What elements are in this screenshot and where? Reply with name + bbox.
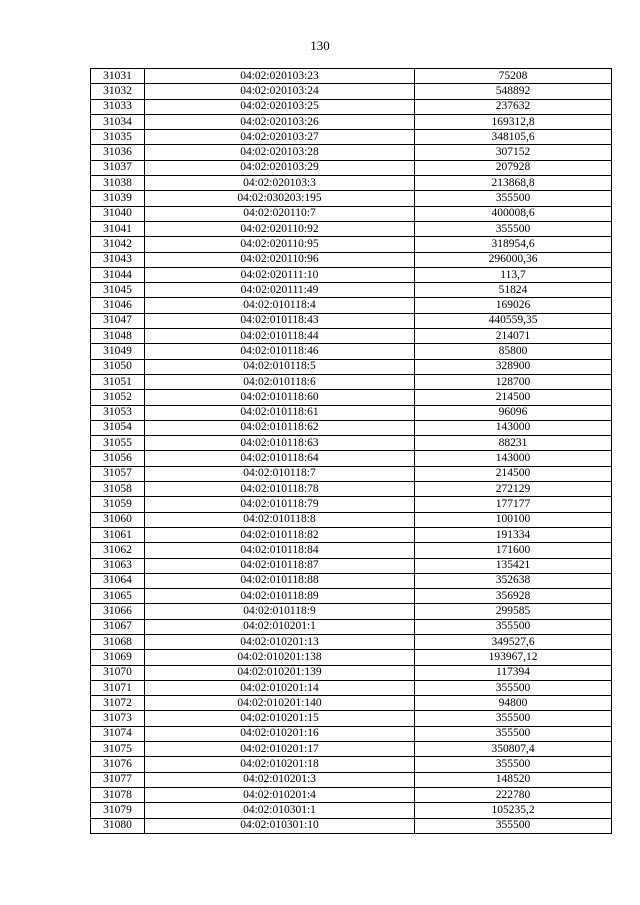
cadastral-number-cell: 04:02:020103:28 — [145, 145, 415, 160]
row-number-cell: 31062 — [91, 543, 145, 558]
row-number-cell: 31049 — [91, 344, 145, 359]
row-number-cell: 31044 — [91, 267, 145, 282]
table-row — [91, 267, 612, 282]
value-cell: 135421 — [415, 558, 612, 573]
row-number-cell: 31036 — [91, 145, 145, 160]
page-number: 130 — [310, 38, 330, 53]
row-number-cell: 31071 — [91, 680, 145, 695]
cadastral-number-cell: 04:02:010118:43 — [145, 313, 415, 328]
value-cell: 355500 — [415, 818, 612, 833]
cadastral-number-cell: 04:02:010118:7 — [145, 466, 415, 481]
value-cell: 272129 — [415, 482, 612, 497]
cadastral-number-cell: 04:02:010118:63 — [145, 436, 415, 451]
table-row — [91, 313, 612, 328]
cadastral-number-cell: 04:02:020103:24 — [145, 84, 415, 99]
cadastral-number-cell: 04:02:010118:61 — [145, 405, 415, 420]
row-number-cell: 31040 — [91, 206, 145, 221]
table-row — [91, 803, 612, 818]
table-row — [91, 573, 612, 588]
value-cell: 349527,6 — [415, 634, 612, 649]
cadastral-number-cell: 04:02:010201:1 — [145, 619, 415, 634]
row-number-cell: 31035 — [91, 130, 145, 145]
table-row — [91, 298, 612, 313]
table-row — [91, 757, 612, 772]
row-number-cell: 31055 — [91, 436, 145, 451]
table-row — [91, 497, 612, 512]
row-number-cell: 31077 — [91, 772, 145, 787]
table-row — [91, 436, 612, 451]
value-cell: 318954,6 — [415, 237, 612, 252]
value-cell: 355500 — [415, 221, 612, 236]
row-number-cell: 31056 — [91, 451, 145, 466]
table-row — [91, 527, 612, 542]
table-row — [91, 283, 612, 298]
cadastral-number-cell: 04:02:010201:17 — [145, 742, 415, 757]
table-row — [91, 374, 612, 389]
table-row — [91, 176, 612, 191]
row-number-cell: 31080 — [91, 818, 145, 833]
value-cell: 214500 — [415, 466, 612, 481]
cadastral-number-cell: 04:02:010201:4 — [145, 787, 415, 802]
value-cell: 356928 — [415, 589, 612, 604]
row-number-cell: 31031 — [91, 69, 145, 84]
row-number-cell: 31041 — [91, 221, 145, 236]
table-row — [91, 680, 612, 695]
row-number-cell: 31078 — [91, 787, 145, 802]
cadastral-number-cell: 04:02:010118:88 — [145, 573, 415, 588]
value-cell: 75208 — [415, 69, 612, 84]
value-cell: 113,7 — [415, 267, 612, 282]
value-cell: 355500 — [415, 619, 612, 634]
value-cell: 440559,35 — [415, 313, 612, 328]
row-number-cell: 31063 — [91, 558, 145, 573]
row-number-cell: 31048 — [91, 329, 145, 344]
table-row — [91, 329, 612, 344]
row-number-cell: 31043 — [91, 252, 145, 267]
value-cell: 94800 — [415, 696, 612, 711]
row-number-cell: 31060 — [91, 512, 145, 527]
value-cell: 128700 — [415, 374, 612, 389]
table-row — [91, 420, 612, 435]
table-row — [91, 160, 612, 175]
value-cell: 143000 — [415, 420, 612, 435]
cadastral-number-cell: 04:02:020103:3 — [145, 176, 415, 191]
value-cell: 355500 — [415, 757, 612, 772]
cadastral-number-cell: 04:02:010118:78 — [145, 482, 415, 497]
row-number-cell: 31034 — [91, 114, 145, 129]
table-row — [91, 344, 612, 359]
cadastral-number-cell: 04:02:010118:87 — [145, 558, 415, 573]
row-number-cell: 31045 — [91, 283, 145, 298]
cadastral-number-cell: 04:02:030203:195 — [145, 191, 415, 206]
value-cell: 355500 — [415, 711, 612, 726]
table-row — [91, 206, 612, 221]
value-cell: 237632 — [415, 99, 612, 114]
cadastral-number-cell: 04:02:010201:140 — [145, 696, 415, 711]
cadastral-number-cell: 04:02:020110:95 — [145, 237, 415, 252]
table-row — [91, 787, 612, 802]
value-cell: 350807,4 — [415, 742, 612, 757]
table-row — [91, 466, 612, 481]
row-number-cell: 31058 — [91, 482, 145, 497]
row-number-cell: 31068 — [91, 634, 145, 649]
value-cell: 171600 — [415, 543, 612, 558]
value-cell: 352638 — [415, 573, 612, 588]
value-cell: 307152 — [415, 145, 612, 160]
value-cell: 207928 — [415, 160, 612, 175]
cadastral-number-cell: 04:02:010201:18 — [145, 757, 415, 772]
value-cell: 355500 — [415, 680, 612, 695]
value-cell: 328900 — [415, 359, 612, 374]
value-cell: 214500 — [415, 390, 612, 405]
row-number-cell: 31052 — [91, 390, 145, 405]
table-row — [91, 634, 612, 649]
row-number-cell: 31047 — [91, 313, 145, 328]
table-row — [91, 237, 612, 252]
value-cell: 193967,12 — [415, 650, 612, 665]
table-row — [91, 512, 612, 527]
cadastral-number-cell: 04:02:010201:138 — [145, 650, 415, 665]
cadastral-number-cell: 04:02:020111:10 — [145, 267, 415, 282]
row-number-cell: 31033 — [91, 99, 145, 114]
table-row — [91, 191, 612, 206]
table-row — [91, 742, 612, 757]
value-cell: 355500 — [415, 191, 612, 206]
row-number-cell: 31075 — [91, 742, 145, 757]
row-number-cell: 31070 — [91, 665, 145, 680]
table-row — [91, 558, 612, 573]
value-cell: 100100 — [415, 512, 612, 527]
cadastral-number-cell: 04:02:010118:84 — [145, 543, 415, 558]
table-row — [91, 221, 612, 236]
value-cell: 348105,6 — [415, 130, 612, 145]
cadastral-number-cell: 04:02:010118:8 — [145, 512, 415, 527]
row-number-cell: 31069 — [91, 650, 145, 665]
table-row — [91, 665, 612, 680]
row-number-cell: 31079 — [91, 803, 145, 818]
cadastral-number-cell: 04:02:010201:15 — [145, 711, 415, 726]
row-number-cell: 31046 — [91, 298, 145, 313]
table-row — [91, 650, 612, 665]
cadastral-number-cell: 04:02:020110:92 — [145, 221, 415, 236]
table-row — [91, 543, 612, 558]
cadastral-number-cell: 04:02:020103:29 — [145, 160, 415, 175]
row-number-cell: 31039 — [91, 191, 145, 206]
value-cell: 117394 — [415, 665, 612, 680]
cadastral-number-cell: 04:02:010118:89 — [145, 589, 415, 604]
value-cell: 51824 — [415, 283, 612, 298]
value-cell: 85800 — [415, 344, 612, 359]
value-cell: 169026 — [415, 298, 612, 313]
value-cell: 400008,6 — [415, 206, 612, 221]
value-cell: 296000,36 — [415, 252, 612, 267]
row-number-cell: 31065 — [91, 589, 145, 604]
value-cell: 355500 — [415, 726, 612, 741]
table-row — [91, 252, 612, 267]
row-number-cell: 31050 — [91, 359, 145, 374]
value-cell: 548892 — [415, 84, 612, 99]
row-number-cell: 31051 — [91, 374, 145, 389]
table-row — [91, 711, 612, 726]
table-row — [91, 619, 612, 634]
row-number-cell: 31072 — [91, 696, 145, 711]
row-number-cell: 31057 — [91, 466, 145, 481]
cadastral-number-cell: 04:02:010201:3 — [145, 772, 415, 787]
row-number-cell: 31074 — [91, 726, 145, 741]
cadastral-number-cell: 04:02:010118:5 — [145, 359, 415, 374]
table-row — [91, 114, 612, 129]
table-row — [91, 589, 612, 604]
cadastral-number-cell: 04:02:010201:139 — [145, 665, 415, 680]
row-number-cell: 31059 — [91, 497, 145, 512]
row-number-cell: 31066 — [91, 604, 145, 619]
cadastral-number-cell: 04:02:010118:64 — [145, 451, 415, 466]
value-cell: 214071 — [415, 329, 612, 344]
cadastral-number-cell: 04:02:010201:13 — [145, 634, 415, 649]
value-cell: 143000 — [415, 451, 612, 466]
table-row — [91, 130, 612, 145]
value-cell: 222780 — [415, 787, 612, 802]
cadastral-number-cell: 04:02:010118:82 — [145, 527, 415, 542]
cadastral-number-cell: 04:02:010118:6 — [145, 374, 415, 389]
table-row — [91, 772, 612, 787]
table-row — [91, 604, 612, 619]
row-number-cell: 31054 — [91, 420, 145, 435]
cadastral-number-cell: 04:02:010118:60 — [145, 390, 415, 405]
table-row — [91, 359, 612, 374]
cadastral-number-cell: 04:02:020103:23 — [145, 69, 415, 84]
cadastral-number-cell: 04:02:020103:26 — [145, 114, 415, 129]
table-row — [91, 84, 612, 99]
table-row — [91, 99, 612, 114]
value-cell: 213868,8 — [415, 176, 612, 191]
table-row — [91, 69, 612, 84]
cadastral-value-table — [90, 68, 612, 834]
value-cell: 299585 — [415, 604, 612, 619]
cadastral-number-cell: 04:02:010118:4 — [145, 298, 415, 313]
cadastral-number-cell: 04:02:010201:16 — [145, 726, 415, 741]
table-row — [91, 482, 612, 497]
row-number-cell: 31053 — [91, 405, 145, 420]
cadastral-number-cell: 04:02:020111:49 — [145, 283, 415, 298]
row-number-cell: 31042 — [91, 237, 145, 252]
cadastral-number-cell: 04:02:010301:10 — [145, 818, 415, 833]
table-row — [91, 405, 612, 420]
value-cell: 177177 — [415, 497, 612, 512]
row-number-cell: 31061 — [91, 527, 145, 542]
value-cell: 105235,2 — [415, 803, 612, 818]
cadastral-number-cell: 04:02:010118:79 — [145, 497, 415, 512]
table-row — [91, 726, 612, 741]
row-number-cell: 31067 — [91, 619, 145, 634]
row-number-cell: 31073 — [91, 711, 145, 726]
cadastral-number-cell: 04:02:020103:25 — [145, 99, 415, 114]
cadastral-number-cell: 04:02:020103:27 — [145, 130, 415, 145]
cadastral-number-cell: 04:02:020110:7 — [145, 206, 415, 221]
row-number-cell: 31037 — [91, 160, 145, 175]
cadastral-number-cell: 04:02:010118:46 — [145, 344, 415, 359]
value-cell: 148520 — [415, 772, 612, 787]
row-number-cell: 31076 — [91, 757, 145, 772]
value-cell: 88231 — [415, 436, 612, 451]
value-cell: 191334 — [415, 527, 612, 542]
table-row — [91, 145, 612, 160]
table-row — [91, 451, 612, 466]
cadastral-number-cell: 04:02:010118:9 — [145, 604, 415, 619]
row-number-cell: 31038 — [91, 176, 145, 191]
value-cell: 169312,8 — [415, 114, 612, 129]
cadastral-number-cell: 04:02:010301:1 — [145, 803, 415, 818]
table-row — [91, 818, 612, 833]
table-row — [91, 390, 612, 405]
cadastral-number-cell: 04:02:020110:96 — [145, 252, 415, 267]
row-number-cell: 31064 — [91, 573, 145, 588]
cadastral-number-cell: 04:02:010118:62 — [145, 420, 415, 435]
cadastral-number-cell: 04:02:010118:44 — [145, 329, 415, 344]
cadastral-number-cell: 04:02:010201:14 — [145, 680, 415, 695]
table-row — [91, 696, 612, 711]
value-cell: 96096 — [415, 405, 612, 420]
row-number-cell: 31032 — [91, 84, 145, 99]
table-body — [91, 69, 612, 834]
